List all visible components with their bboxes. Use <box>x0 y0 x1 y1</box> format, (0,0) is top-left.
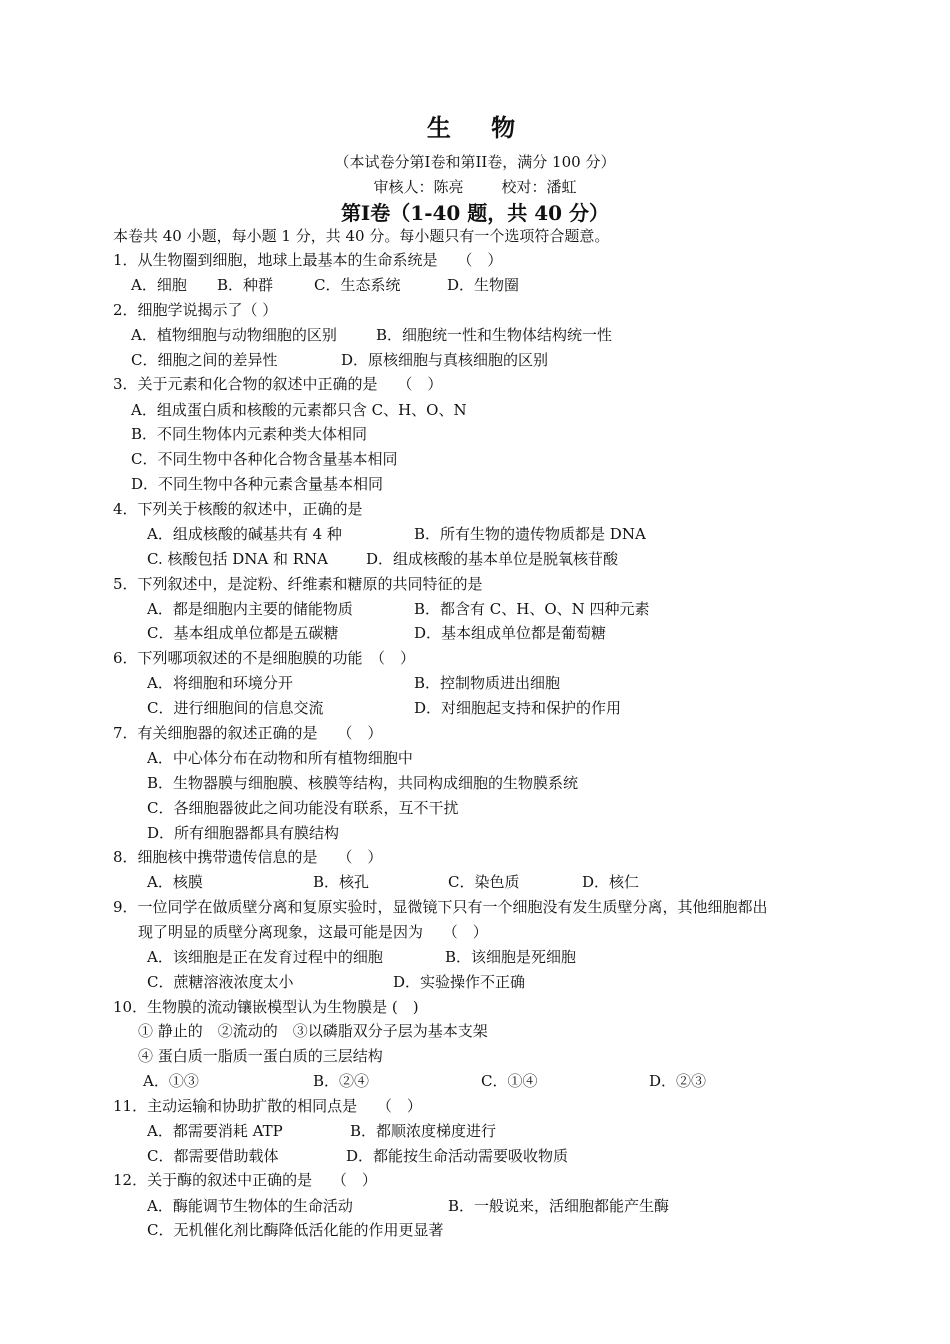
q3-option-d: D．不同生物中各种元素含量基本相同 <box>131 475 384 493</box>
question-3-stem: 3．关于元素和化合物的叙述中正确的是 （ ） <box>113 375 443 393</box>
question-8-stem: 8．细胞核中携带遗传信息的是 （ ） <box>113 848 383 866</box>
q12-option-c: C．无机催化剂比酶降低活化能的作用更显著 <box>147 1221 444 1239</box>
q5-option-d: D．基本组成单位都是葡萄糖 <box>414 624 607 642</box>
q3-option-c: C．不同生物中各种化合物含量基本相同 <box>131 450 398 468</box>
q4-option-d: D．组成核酸的基本单位是脱氧核苷酸 <box>366 550 619 568</box>
q4-option-c: C. 核酸包括 DNA 和 RNA <box>147 550 329 568</box>
q1-option-c: C．生态系统 <box>314 276 401 294</box>
q8-option-c: C．染色质 <box>448 873 520 891</box>
q12-option-b: B．一般说来，活细胞都能产生酶 <box>448 1197 670 1215</box>
section-title: 第I卷（1-40 题，共 40 分） <box>340 201 610 225</box>
q9-option-b: B．该细胞是死细胞 <box>445 948 577 966</box>
q8-option-d: D．核仁 <box>582 873 640 891</box>
q3-option-b: B．不同生物体内元素种类大体相同 <box>131 425 368 443</box>
exam-title: 生 物 <box>426 113 532 142</box>
q2-option-b: B．细胞统一性和生物体结构统一性 <box>376 326 613 344</box>
q12-option-a: A．酶能调节生物体的生命活动 <box>147 1197 353 1215</box>
q10-option-b: B．②④ <box>313 1072 370 1090</box>
question-2-stem: 2．细胞学说揭示了（ ） <box>113 301 278 319</box>
q1-option-a: A．细胞 <box>131 276 187 294</box>
q2-option-d: D．原核细胞与真核细胞的区别 <box>341 351 549 369</box>
q11-option-b: B．都顺浓度梯度进行 <box>350 1122 497 1140</box>
q9-option-d: D．实验操作不正确 <box>393 973 526 991</box>
question-1-stem: 1．从生物圈到细胞，地球上最基本的生命系统是 （ ） <box>113 251 503 269</box>
q6-option-a: A．将细胞和环境分开 <box>147 674 293 692</box>
q9-option-c: C．蔗糖溶液浓度太小 <box>147 973 294 991</box>
reviewer: 审核人：陈亮 <box>373 178 464 196</box>
q5-option-b: B．都含有 C、H、O、N 四种元素 <box>414 600 650 618</box>
q5-option-c: C．基本组成单位都是五碳糖 <box>147 624 339 642</box>
q11-option-d: D．都能按生命活动需要吸收物质 <box>346 1147 569 1165</box>
q1-option-b: B．种群 <box>217 276 274 294</box>
q11-option-c: C．都需要借助载体 <box>147 1147 279 1165</box>
question-9-stem-line1: 9．一位同学在做质壁分离和复原实验时，显微镜下只有一个细胞没有发生质壁分离，其他细胞都出 <box>113 898 768 916</box>
question-12-stem: 12．关于酶的叙述中正确的是 （ ） <box>113 1171 377 1189</box>
q2-option-c: C．细胞之间的差异性 <box>131 351 278 369</box>
q5-option-a: A．都是细胞内主要的储能物质 <box>147 600 353 618</box>
q10-option-c: C．①④ <box>481 1072 538 1090</box>
q9-option-a: A．该细胞是正在发育过程中的细胞 <box>147 948 383 966</box>
proofreader: 校对：潘虹 <box>501 178 577 196</box>
q4-option-b: B．所有生物的遗传物质都是 DNA <box>414 525 646 543</box>
q10-option-a: A．①③ <box>143 1072 199 1090</box>
q7-option-d: D．所有细胞器都具有膜结构 <box>147 824 340 842</box>
q10-option-d: D．②③ <box>649 1072 707 1090</box>
credits-line <box>0 176 950 197</box>
q8-option-b: B．核孔 <box>313 873 370 891</box>
q7-option-b: B．生物器膜与细胞膜、核膜等结构，共同构成细胞的生物膜系统 <box>147 774 579 792</box>
q6-option-c: C．进行细胞间的信息交流 <box>147 699 324 717</box>
q6-option-b: B．控制物质进出细胞 <box>414 674 561 692</box>
q10-statement-line2: ④ 蛋白质一脂质一蛋白质的三层结构 <box>138 1047 383 1065</box>
exam-subtitle: （本试卷分第I卷和第II卷，满分 100 分） <box>334 153 616 171</box>
q7-option-a: A．中心体分布在动物和所有植物细胞中 <box>147 749 413 767</box>
q2-option-a: A．植物细胞与动物细胞的区别 <box>131 326 337 344</box>
q7-option-c: C．各细胞器彼此之间功能没有联系，互不干扰 <box>147 799 459 817</box>
question-10-stem: 10．生物膜的流动镶嵌模型认为生物膜是 ( ) <box>113 998 419 1016</box>
q8-option-a: A．核膜 <box>147 873 203 891</box>
question-5-stem: 5．下列叙述中，是淀粉、纤维素和糖原的共同特征的是 <box>113 575 483 593</box>
q1-option-d: D．生物圈 <box>447 276 520 294</box>
question-9-stem-line2: 现了明显的质壁分离现象，这最可能是因为 （ ） <box>138 923 488 941</box>
q3-option-a: A．组成蛋白质和核酸的元素都只含 C、H、O、N <box>131 401 467 419</box>
q4-option-a: A．组成核酸的碱基共有 4 种 <box>147 525 342 543</box>
question-11-stem: 11．主动运输和协助扩散的相同点是 （ ） <box>113 1097 422 1115</box>
instructions: 本卷共 40 小题，每小题 1 分，共 40 分。每小题只有一个选项符合题意。 <box>113 227 610 245</box>
question-4-stem: 4．下列关于核酸的叙述中，正确的是 <box>113 500 363 518</box>
q11-option-a: A．都需要消耗 ATP <box>147 1122 283 1140</box>
q10-statement-line1: ① 静止的 ②流动的 ③以磷脂双分子层为基本支架 <box>138 1022 488 1040</box>
q6-option-d: D．对细胞起支持和保护的作用 <box>414 699 622 717</box>
question-6-stem: 6．下列哪项叙述的不是细胞膜的功能 （ ） <box>113 649 416 667</box>
question-7-stem: 7．有关细胞器的叙述正确的是 （ ） <box>113 724 383 742</box>
